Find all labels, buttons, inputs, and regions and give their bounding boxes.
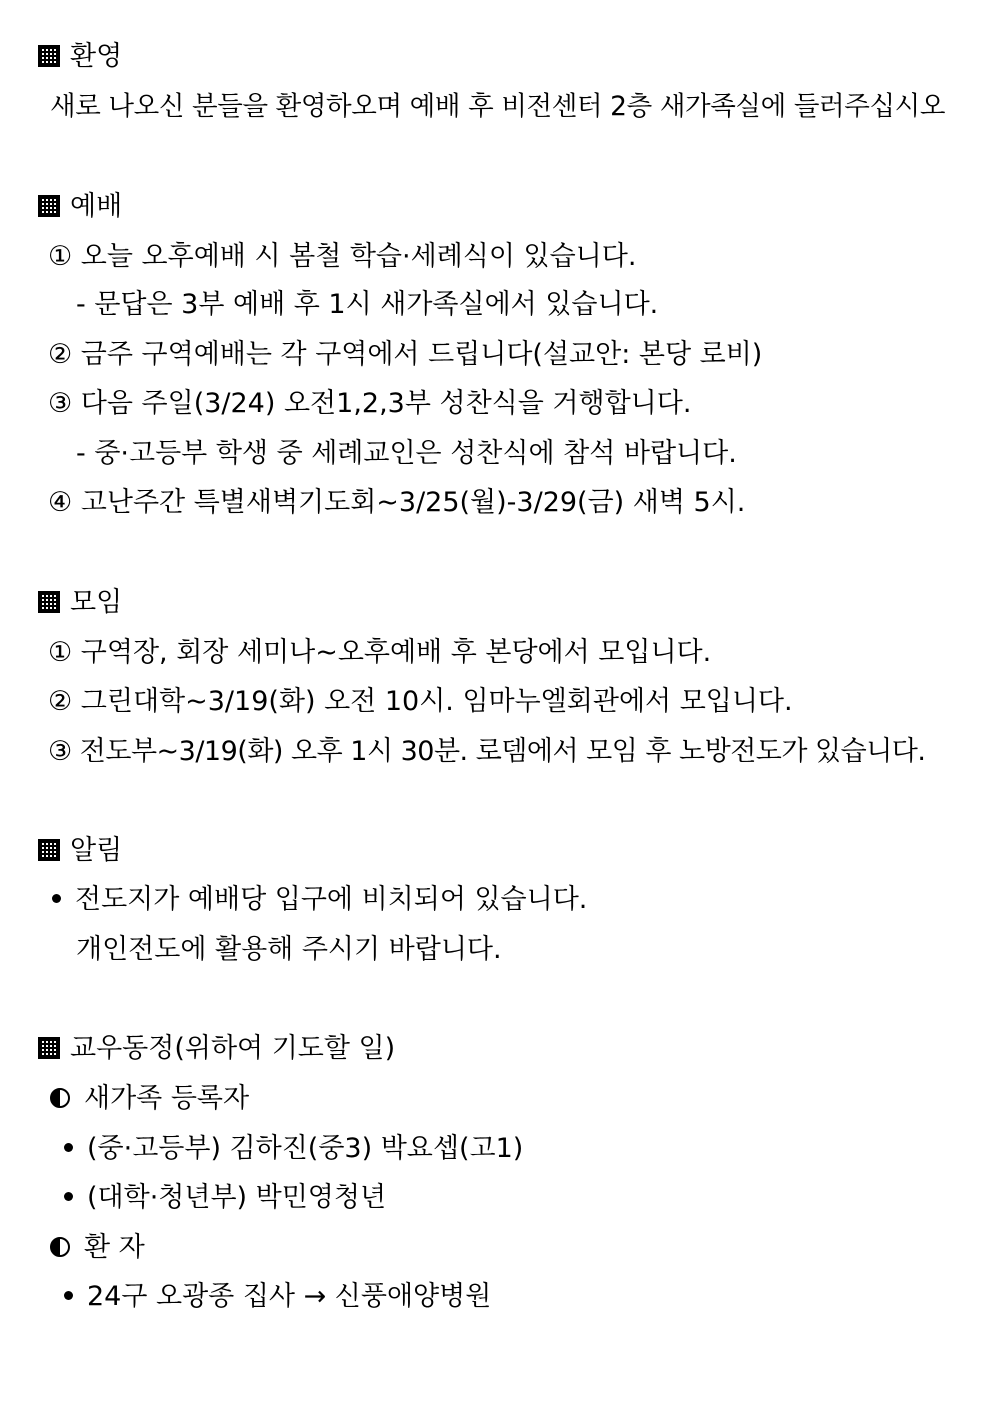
- bullet-icon: [64, 1291, 73, 1300]
- list-item: ③ 전도부~3/19(화) 오후 1시 30분. 로뎀에서 모임 후 노방전도가 있습니다.: [48, 736, 926, 767]
- list-item: [64, 1280, 491, 1314]
- subheading-text: 새가족 등록자: [84, 1083, 250, 1114]
- list-item: [64, 1132, 523, 1166]
- list-item: ② 금주 구역예배는 각 구역에서 드립니다(설교안: 본당 로비): [48, 339, 763, 370]
- subheading-new-family: [50, 1082, 249, 1116]
- square-pattern-icon: [38, 195, 60, 217]
- welcome-text: 새로 나오신 분들을 환영하오며 예배 후 비전센터 2층 새가족실에 들러주십시오: [50, 91, 946, 122]
- section-heading-notice: [38, 834, 122, 868]
- subheading-text: 환 자: [84, 1232, 145, 1263]
- list-item-text: 24구 오광종 집사 → 신풍애양병원: [87, 1281, 492, 1312]
- heading-text: 교우동정(위하여 기도할 일): [70, 1033, 396, 1064]
- list-item-text: (중·고등부) 김하진(중3) 박요셉(고1): [87, 1133, 524, 1164]
- heading-text: 알림: [70, 835, 123, 866]
- list-item: ④ 고난주간 특별새벽기도회~3/25(월)-3/29(금) 새벽 5시.: [48, 487, 746, 518]
- list-item: [64, 1181, 386, 1215]
- list-item: ③ 다음 주일(3/24) 오전1,2,3부 성찬식을 거행합니다.: [48, 388, 692, 419]
- heading-text: 모임: [70, 587, 123, 618]
- list-item: ② 그린대학~3/19(화) 오전 10시. 임마누엘회관에서 모입니다.: [48, 686, 793, 717]
- section-heading-welcome: [38, 40, 122, 74]
- list-item: - 중·고등부 학생 중 세례교인은 성찬식에 참석 바랍니다.: [76, 438, 737, 469]
- list-item: ① 오늘 오후예배 시 봄철 학습·세례식이 있습니다.: [48, 241, 637, 272]
- half-circle-icon: [50, 1088, 70, 1108]
- bullet-icon: [64, 1192, 73, 1201]
- bullet-icon: [52, 894, 61, 903]
- square-pattern-icon: [38, 591, 60, 613]
- bullet-icon: [64, 1143, 73, 1152]
- notice-line: [52, 883, 587, 917]
- list-item: - 문답은 3부 예배 후 1시 새가족실에서 있습니다.: [76, 289, 659, 320]
- half-circle-icon: [50, 1237, 70, 1257]
- heading-text: 환영: [70, 41, 123, 72]
- subheading-patients: [50, 1231, 145, 1265]
- notice-text: 전도지가 예배당 입구에 비치되어 있습니다.: [75, 884, 588, 915]
- notice-line: 개인전도에 활용해 주시기 바랍니다.: [76, 934, 502, 965]
- heading-text: 예배: [70, 191, 123, 222]
- square-pattern-icon: [38, 45, 60, 67]
- section-heading-meeting: [38, 586, 122, 620]
- section-heading-worship: [38, 190, 122, 224]
- section-heading-prayer: [38, 1032, 395, 1066]
- list-item-text: (대학·청년부) 박민영청년: [87, 1182, 387, 1213]
- list-item: ① 구역장, 회장 세미나~오후예배 후 본당에서 모입니다.: [48, 637, 712, 668]
- square-pattern-icon: [38, 839, 60, 861]
- square-pattern-icon: [38, 1037, 60, 1059]
